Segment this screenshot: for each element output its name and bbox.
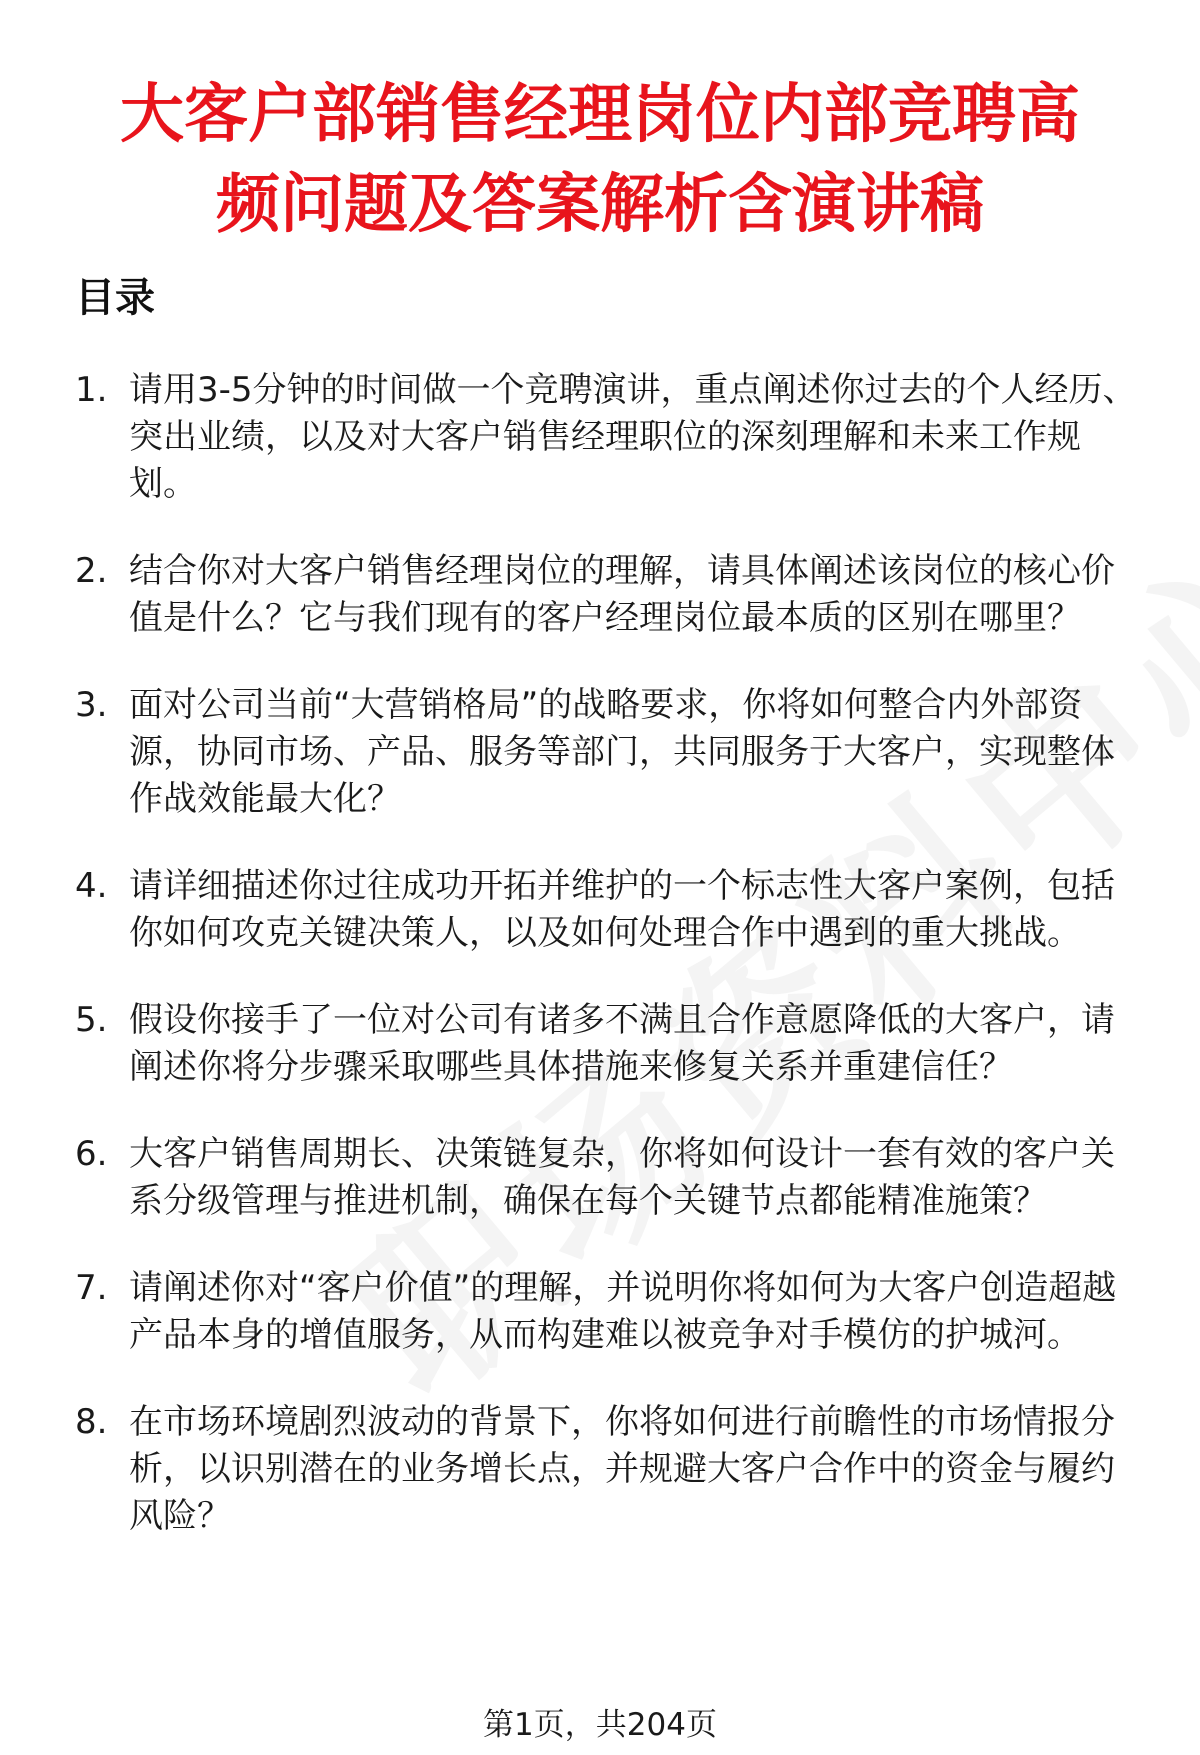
toc-item-text: 面对公司当前“大营销格局”的战略要求，你将如何整合内外部资源，协同市场、产品、服务等部门，共同服务于大客户，实现整体作战效能最大化？ [129, 685, 1115, 819]
toc-item-6[interactable] [75, 1131, 1140, 1225]
toc-item-number: 8. [75, 1402, 108, 1442]
toc-list [75, 367, 1140, 1580]
toc-item-number: 7. [75, 1268, 108, 1308]
toc-item-number: 5. [75, 1000, 108, 1040]
toc-item-text: 请详细描述你过往成功开拓并维护的一个标志性大客户案例，包括你如何攻克关键决策人，以及如何处理合作中遇到的重大挑战。 [129, 866, 1115, 953]
toc-item-text: 请阐述你对“客户价值”的理解，并说明你将如何为大客户创造超越产品本身的增值服务，从而构建难以被竞争对手模仿的护城河。 [129, 1268, 1117, 1355]
toc-item-text: 大客户销售周期长、决策链复杂，你将如何设计一套有效的客户关系分级管理与推进机制，确保在每个关键节点都能精准施策？ [129, 1134, 1115, 1221]
toc-item-number: 2. [75, 551, 108, 591]
toc-item-3[interactable] [75, 682, 1140, 823]
page-footer: 第1页，共204页 [483, 1707, 717, 1743]
toc-item-number: 1. [75, 370, 108, 410]
toc-item-7[interactable] [75, 1265, 1140, 1359]
toc-item-number: 3. [75, 685, 108, 725]
toc-item-4[interactable] [75, 863, 1140, 957]
title-line-2: 频问题及答案解析含演讲稿 [216, 168, 984, 242]
toc-heading: 目录 [75, 275, 155, 321]
toc-item-text: 在市场环境剧烈波动的背景下，你将如何进行前瞻性的市场情报分析，以识别潜在的业务增长点，并规避大客户合作中的资金与履约风险？ [129, 1402, 1115, 1536]
toc-item-number: 4. [75, 866, 108, 906]
toc-item-number: 6. [75, 1134, 108, 1174]
title-line-1: 大客户部销售经理岗位内部竞聘高 [120, 78, 1080, 152]
toc-item-5[interactable] [75, 997, 1140, 1091]
toc-item-text: 结合你对大客户销售经理岗位的理解，请具体阐述该岗位的核心价值是什么？它与我们现有的客户经理岗位最本质的区别在哪里？ [129, 551, 1115, 638]
toc-item-text: 请用3-5分钟的时间做一个竞聘演讲，重点阐述你过去的个人经历、突出业绩，以及对大客户销售经理职位的深刻理解和未来工作规划。 [129, 370, 1137, 504]
toc-item-1[interactable] [75, 367, 1140, 508]
toc-item-2[interactable] [75, 548, 1140, 642]
toc-item-text: 假设你接手了一位对公司有诸多不满且合作意愿降低的大客户，请阐述你将分步骤采取哪些具体措施来修复关系并重建信任？ [129, 1000, 1115, 1087]
toc-item-8[interactable] [75, 1399, 1140, 1540]
document-title [60, 70, 1140, 250]
